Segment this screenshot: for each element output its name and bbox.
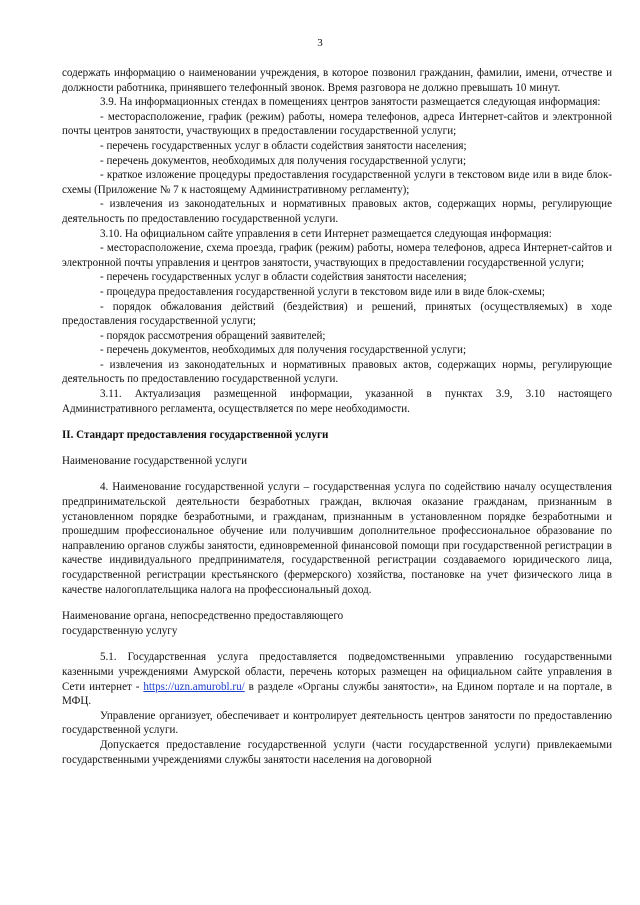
list-item: - порядок рассмотрения обращений заявителей; <box>100 329 326 342</box>
list-item: - порядок обжалования действий (бездействия) и решений, принятых (осуществляемых) в ходе предоставления государственной услуги; <box>62 300 612 328</box>
paragraph: 3.11. Актуализация размещенной информации, указанной в пунктах 3.9, 3.10 настоящего Административного регламента, осуществляется по мере необходимости. <box>62 388 612 415</box>
list-item: - месторасположение, схема проезда, график (режим) работы, номера телефонов, адреса Интернет-сайтов и электронной почты управления и центров занятости, участвующих в предоставлении государственной услуги; <box>62 242 612 269</box>
paragraph: Допускается предоставление государственной услуги (части государственной услуги) привлекаемыми государственными учреждениями службы занятости населения на договорной <box>62 738 612 766</box>
subsection-title-2-line2: государственную услугу <box>62 624 178 637</box>
paragraph: 3.9. На информационных стендах в помещениях центров занятости размещается следующая информация: <box>100 96 601 109</box>
list-item: - перечень государственных услуг в области содействия занятости населения; <box>100 139 467 152</box>
list-item: - перечень документов, необходимых для получения государственной услуги; <box>100 344 467 357</box>
list-item: - перечень государственных услуг в области содействия занятости населения; <box>100 271 467 284</box>
subsection-title-2-line1: Наименование органа, непосредственно предоставляющего <box>62 610 344 623</box>
agency-website-link[interactable]: https://uzn.amurobl.ru/ <box>143 680 245 693</box>
section-title: II. Стандарт предоставления государственной услуги <box>62 429 329 442</box>
subsection-title: Наименование государственной услуги <box>62 454 247 467</box>
subsection-title-2 <box>62 609 612 638</box>
paragraph-5-1-text-end: в разделе «Органы службы занятости», на Едином портале и на портале, в МФЦ. <box>62 680 612 708</box>
paragraph-5-1-text: 5.1. Государственная услуга предоставляется подведомственными управлению государственными казенными учреждениями Амурской области, перечень которых размещен на официальном сайте управления в Сети интернет - <box>62 651 612 693</box>
paragraph-4: 4. Наименование государственной услуги – государственная услуга по содействию началу осуществления предпринимательской деятельности безработных граждан, включая оказание гражданам, признанным в установленном порядке безработными, и гражданам, признанным в установленном порядке безработными и прошедшим профессиональное обучение или получившим дополнительное профессиональное образование по направлению органов службы занятости, единовременной финансовой помощи при государственной регистрации в качестве индивидуального предпринимателя, государственной регистрации создаваемого юридического лица, государственной регистрации крестьянского (фермерского) хозяйства, постановке на учет физического лица в качестве налогоплательщика налога на профессиональный доход. <box>62 481 612 596</box>
list-item: - перечень документов, необходимых для получения государственной услуги; <box>100 154 467 167</box>
paragraph: 3.10. На официальном сайте управления в сети Интернет размещается следующая информация: <box>100 227 552 240</box>
list-item: - месторасположение, график (режим) работы, номера телефонов, адреса Интернет-сайтов и электронной почты центров занятости, участвующих в предоставлении государственной услуги; <box>62 110 612 138</box>
paragraph-5-1 <box>62 650 612 708</box>
paragraph: содержать информацию о наименовании учреждения, в которое позвонил гражданин, фамилии, имени, отчестве и должности работника, принявшего телефонный звонок. Время разговора не должно превышать 10 минут. <box>62 67 612 94</box>
list-item: - процедура предоставления государственной услуги в текстовом виде или в виде блок-схемы; <box>100 285 545 298</box>
list-item: - извлечения из законодательных и нормативных правовых актов, содержащих нормы, регулирующие деятельность по предоставлению государственной услуги. <box>62 198 612 225</box>
list-item: - краткое изложение процедуры предоставления государственной услуги в текстовом виде или в виде блок-схемы (Приложение № 7 к настоящему Административному регламенту); <box>62 169 612 196</box>
paragraph: Управление организует, обеспечивает и контролирует деятельность центров занятости по предоставлению государственной услуги. <box>62 709 612 737</box>
list-item: - извлечения из законодательных и нормативных правовых актов, содержащих нормы, регулирующие деятельность по предоставлению государственной услуги. <box>62 358 612 386</box>
page-number: 3 <box>317 37 323 49</box>
document-body <box>62 66 612 767</box>
